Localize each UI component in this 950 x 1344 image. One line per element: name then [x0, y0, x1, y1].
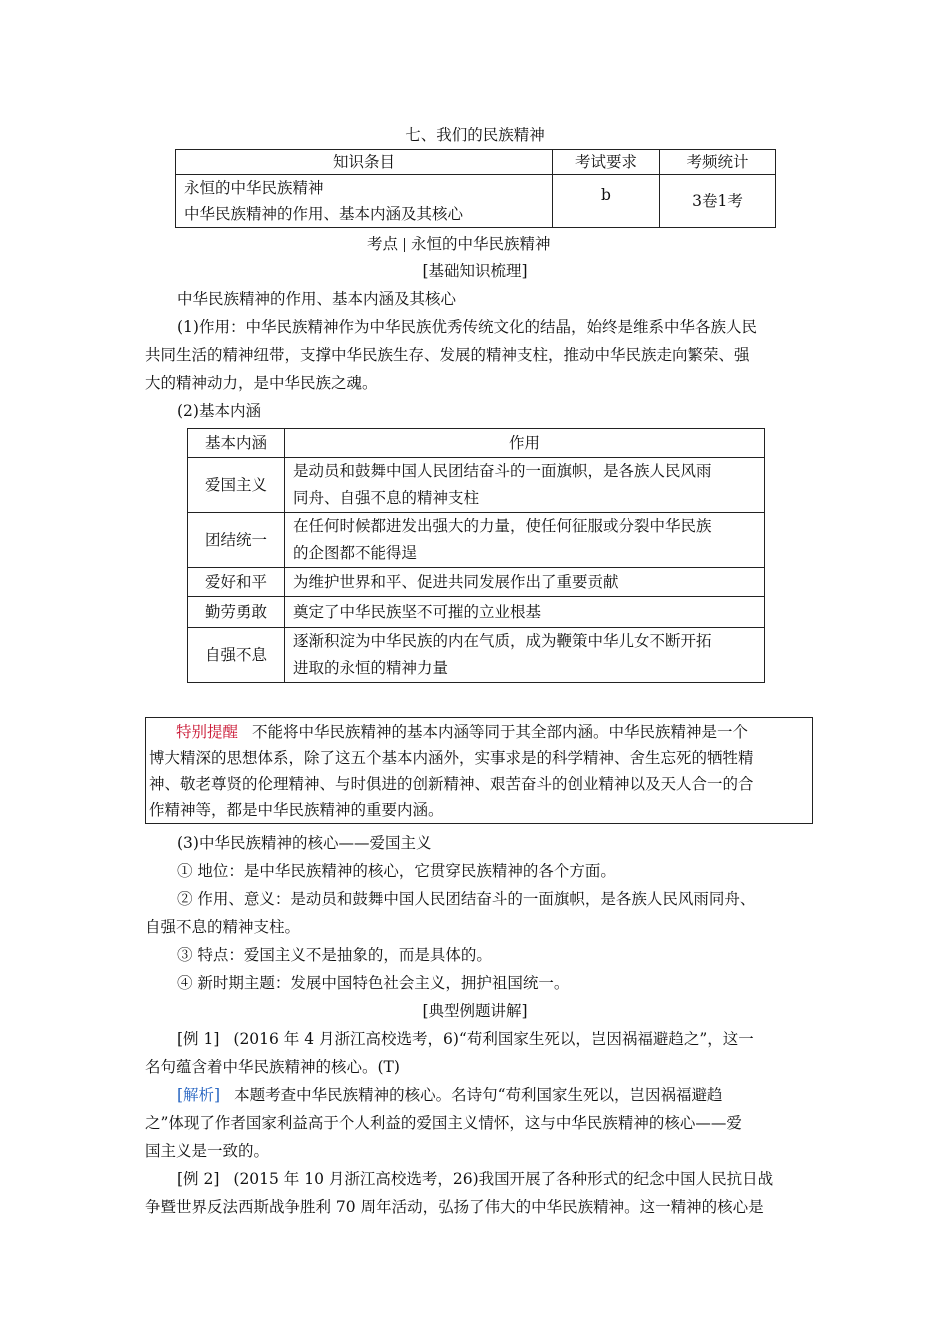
summary-table — [175, 149, 776, 228]
core-point-1: ① 地位：是中华民族精神的核心，它贯穿民族精神的各个方面。 — [177, 862, 616, 880]
analysis-text: 本题考查中华民族精神的核心。名诗句“苟利国家生死以，岂因祸福避趋 — [234, 1086, 723, 1104]
connotation-name: 勤劳勇敢 — [188, 597, 285, 628]
example-1-line-2: 名句蕴含着中华民族精神的核心。(T) — [145, 1058, 400, 1076]
analysis-line-2: 之”体现了作者国家利益高于个人利益的爱国主义情怀，这与中华民族精神的核心——爱 — [145, 1114, 742, 1132]
core-point-3: ③ 特点：爱国主义不是抽象的，而是具体的。 — [177, 946, 492, 964]
example-1-text: (2016 年 4 月浙江高校选考，6)“苟利国家生死以，岂因祸福避趋之”，这一 — [233, 1030, 754, 1048]
role-line-2: 共同生活的精神纽带，支撑中华民族生存、发展的精神支柱，推动中华民族走向繁荣、强 — [145, 346, 750, 364]
role-line-1: (1)作用：中华民族精神作为中华民族优秀传统文化的结晶，始终是维系中华各族人民 — [177, 318, 757, 336]
topic-heading: 中华民族精神的作用、基本内涵及其核心 — [177, 290, 457, 308]
analysis-line-1 — [177, 1084, 723, 1106]
connotation-header-role: 作用 — [285, 429, 765, 458]
connotation-header-name: 基本内涵 — [188, 429, 285, 458]
connotation-role — [285, 513, 765, 568]
analysis-line-3: 国主义是一致的。 — [145, 1142, 270, 1160]
connotation-role — [285, 568, 765, 597]
summary-item-2: 中华民族精神的作用、基本内涵及其核心 — [184, 205, 464, 223]
summary-frequency: 3卷1考 — [660, 175, 776, 228]
connotation-role-line: 在任何时候都进发出强大的力量，使任何征服或分裂中华民族 — [293, 517, 712, 535]
connotation-role-line: 同舟、自强不息的精神支柱 — [293, 489, 480, 507]
core-point-4: ④ 新时期主题：发展中国特色社会主义，拥护祖国统一。 — [177, 974, 570, 992]
connotation-role-line: 为维护世界和平、促进共同发展作出了重要贡献 — [293, 573, 619, 591]
connotation-name: 爱好和平 — [188, 568, 285, 597]
summary-header-requirement: 考试要求 — [553, 150, 660, 175]
reminder-line-2: 博大精深的思想体系，除了这五个基本内涵外，实事求是的科学精神、舍生忘死的牺牲精 — [149, 749, 754, 767]
page-title: 七、我们的民族精神 — [405, 126, 545, 144]
summary-item-1: 永恒的中华民族精神 — [184, 179, 324, 197]
example-2-text: (2015 年 10 月浙江高校选考，26)我国开展了各种形式的纪念中国人民抗日战 — [233, 1170, 774, 1188]
reminder-text: 不能将中华民族精神的基本内涵等同于其全部内涵。中华民族精神是一个 — [252, 723, 749, 741]
section-divider — [404, 238, 405, 252]
section-header — [367, 233, 551, 255]
connotation-name: 自强不息 — [188, 628, 285, 683]
basic-knowledge-header: [基础知识梳理] — [422, 262, 528, 280]
summary-requirement: b — [553, 175, 660, 228]
connotation-role-line: 逐渐积淀为中华民族的内在气质，成为鞭策中华儿女不断开拓 — [293, 632, 712, 650]
analysis-label: [解析] — [177, 1086, 221, 1104]
summary-header-items: 知识条目 — [176, 150, 553, 175]
summary-items-cell — [176, 175, 553, 228]
reminder-line-1 — [176, 721, 748, 743]
core-point-2-cont: 自强不息的精神支柱。 — [145, 918, 301, 936]
role-line-3: 大的精神动力，是中华民族之魂。 — [145, 374, 378, 392]
connotation-role-line: 的企图都不能得逞 — [293, 544, 418, 562]
section-prefix: 考点 — [367, 235, 399, 253]
summary-header-frequency: 考频统计 — [660, 150, 776, 175]
section-title: 永恒的中华民族精神 — [411, 235, 551, 253]
connotation-label: (2)基本内涵 — [177, 402, 261, 420]
special-reminder-box — [145, 717, 813, 824]
connotation-role — [285, 628, 765, 683]
examples-header: [典型例题讲解] — [422, 1002, 528, 1020]
example-1-label: [例 1] — [177, 1030, 220, 1048]
core-point-2: ② 作用、意义：是动员和鼓舞中国人民团结奋斗的一面旗帜，是各族人民风雨同舟、 — [177, 890, 756, 908]
connotation-role-line: 进取的永恒的精神力量 — [293, 659, 449, 677]
reminder-line-4: 作精神等，都是中华民族精神的重要内涵。 — [149, 801, 444, 819]
example-1-line-1 — [177, 1028, 754, 1050]
reminder-line-3: 神、敬老尊贤的伦理精神、与时俱进的创新精神、艰苦奋斗的创业精神以及天人合一的合 — [149, 775, 754, 793]
connotation-name: 团结统一 — [188, 513, 285, 568]
connotation-role — [285, 458, 765, 513]
connotation-name: 爱国主义 — [188, 458, 285, 513]
connotation-role-line: 奠定了中华民族坚不可摧的立业根基 — [293, 603, 542, 621]
connotation-table — [187, 428, 765, 683]
connotation-role — [285, 597, 765, 628]
connotation-role-line: 是动员和鼓舞中国人民团结奋斗的一面旗帜，是各族人民风雨 — [293, 462, 712, 480]
example-2-label: [例 2] — [177, 1170, 220, 1188]
core-title: (3)中华民族精神的核心——爱国主义 — [177, 834, 432, 852]
reminder-label: 特别提醒 — [176, 723, 239, 741]
example-2-line-2: 争暨世界反法西斯战争胜利 70 周年活动，弘扬了伟大的中华民族精神。这一精神的核心是 — [145, 1198, 764, 1216]
example-2-line-1 — [177, 1168, 773, 1190]
